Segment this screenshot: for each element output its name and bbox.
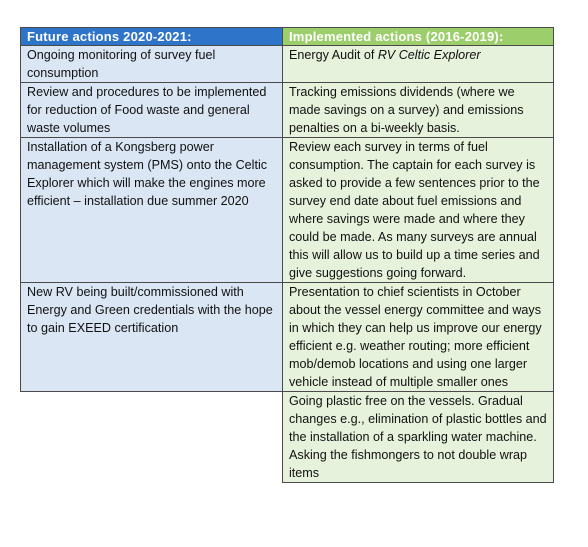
future-action-cell: Review and procedures to be implemented for reduction of Food waste and general waste volumes bbox=[21, 83, 283, 138]
implemented-action-cell: Tracking emissions dividends (where we made savings on a survey) and emissions penalties on a bi-weekly basis. bbox=[283, 83, 554, 138]
future-actions-header: Future actions 2020-2021: bbox=[21, 28, 283, 46]
implemented-action-cell: Presentation to chief scientists in October about the vessel energy committee and ways in which they can help us improve our energy efficient e.g. weather routing; more efficient mob/demob locations and using one larger vehicle instead of multiple smaller ones bbox=[283, 283, 554, 392]
vessel-name: RV Celtic Explorer bbox=[377, 48, 481, 62]
future-action-cell: New RV being built/commissioned with Energy and Green credentials with the hope to gain EXEED certification bbox=[21, 283, 283, 392]
table-row bbox=[21, 283, 554, 392]
header-row bbox=[21, 28, 554, 46]
future-action-cell: Ongoing monitoring of survey fuel consumption bbox=[21, 46, 283, 83]
implemented-action-cell bbox=[283, 46, 554, 83]
table-row bbox=[21, 138, 554, 283]
table-row bbox=[21, 46, 554, 83]
implemented-action-cell: Review each survey in terms of fuel consumption. The captain for each survey is asked to provide a few sentences prior to the survey end date about fuel emissions and where savings were made and where they could be made. As many surveys are annual this will allow us to build up a time series and give suggestions going forward. bbox=[283, 138, 554, 283]
table-row bbox=[21, 83, 554, 138]
empty-future-cell bbox=[21, 392, 283, 483]
implemented-actions-header: Implemented actions (2016-2019): bbox=[283, 28, 554, 46]
table-row bbox=[21, 392, 554, 483]
implemented-action-text: Energy Audit of bbox=[289, 48, 378, 62]
future-action-cell: Installation of a Kongsberg power management system (PMS) onto the Celtic Explorer which will make the engines more efficient – installation due summer 2020 bbox=[21, 138, 283, 283]
actions-table bbox=[20, 27, 554, 483]
implemented-action-cell: Going plastic free on the vessels. Gradual changes e.g., elimination of plastic bottles and the installation of a sparkling water machine. Asking the fishmongers to not double wrap items bbox=[283, 392, 554, 483]
